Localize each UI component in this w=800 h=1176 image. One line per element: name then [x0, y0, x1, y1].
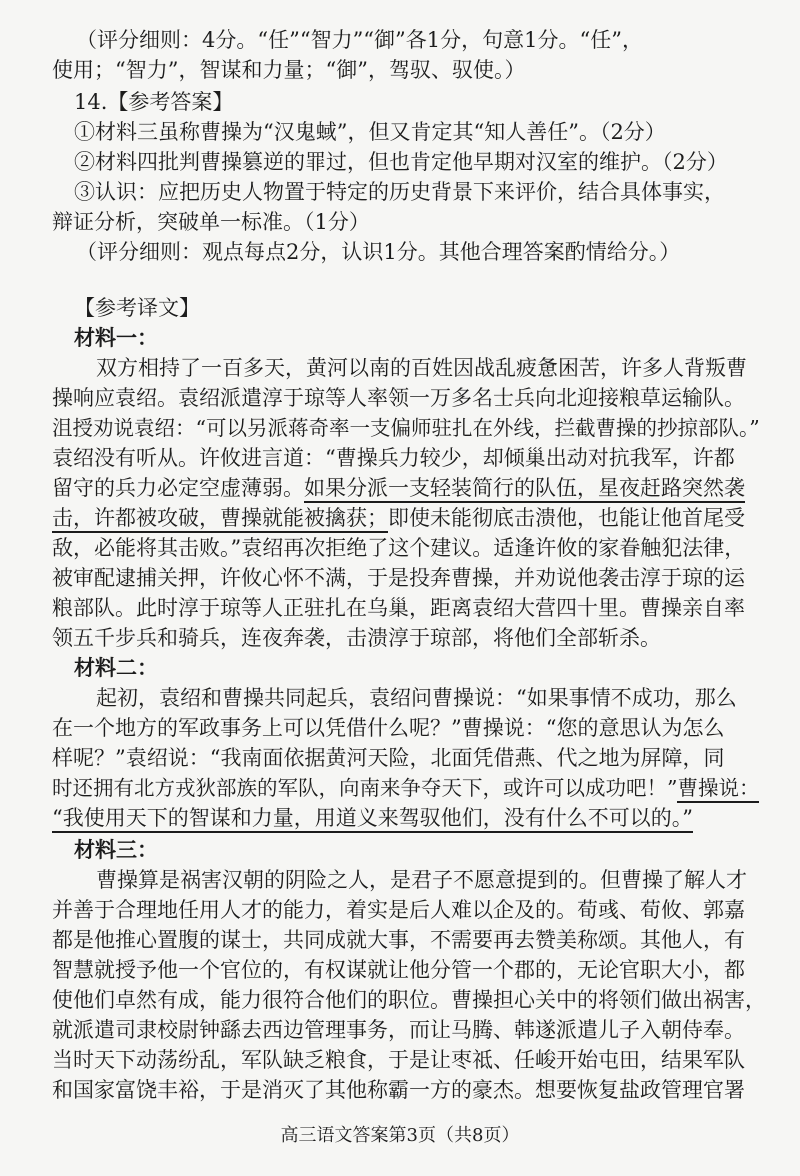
m3-line5: 使他们卓然有成，能力很符合他们的职位。曹操担心关中的将领们做出祸害， — [52, 988, 766, 1012]
q14-answer1: ①材料三虽称曹操为“汉鬼蜮”，但又肯定其“知人善任”。（2分） — [74, 120, 666, 144]
m1-line2: 操响应袁绍。袁绍派遣淳于琼等人率领一万多名士兵向北迎接粮草运输队。 — [52, 386, 745, 410]
q13-scoring-line1: （评分细则：4分。“任”“智力”“御”各1分，句意1分。“任”， — [76, 28, 643, 52]
m3-line1: 曹操算是祸害汉朝的阴险之人，是君子不愿意提到的。但曹操了解人才 — [96, 868, 747, 892]
m1-line10: 领五千步兵和骑兵，连夜奔袭，击溃淳于琼部，将他们全部斩杀。 — [52, 626, 661, 650]
q14-answer3-line2: 辩证分析，突破单一标准。（1分） — [52, 210, 370, 234]
m1-line8: 被审配逮捕关押，许攸心怀不满，于是投奔曹操，并劝说他袭击淳于琼的运 — [52, 566, 745, 590]
m2-line4-underlined: 曹操说： — [677, 776, 759, 803]
m3-line6: 就派遣司隶校尉钟繇去西边管理事务，而让马腾、韩遂派遣儿子入朝侍奉。 — [52, 1018, 745, 1042]
m1-line4: 袁绍没有听从。许攸进言道：“曹操兵力较少，却倾巢出动对抗我军，许都 — [52, 446, 735, 470]
m1-line5-plain: 留守的兵力必定空虚薄弱。 — [52, 476, 304, 500]
material-two-heading: 材料二： — [74, 656, 158, 680]
m2-line1: 起初，袁绍和曹操共同起兵，袁绍问曹操说：“如果事情不成功，那么 — [96, 686, 737, 710]
m2-line2: 在一个地方的军政事务上可以凭借什么呢？”曹操说：“您的意思认为怎么 — [52, 716, 725, 740]
m3-line8: 和国家富饶丰裕，于是消灭了其他称霸一方的豪杰。想要恢复盐政管理官署 — [52, 1078, 745, 1102]
m1-line9: 粮部队。此时淳于琼等人正驻扎在乌巢，距离袁绍大营四十里。曹操亲自率 — [52, 596, 745, 620]
material-three-heading: 材料三： — [74, 838, 158, 862]
m1-line3: 沮授劝说袁绍：“可以另派蒋奇率一支偏师驻扎在外线，拦截曹操的抄掠部队。” — [52, 416, 760, 440]
m1-line5-underlined: 如果分派一支轻装简行的队伍，星夜赶路突然袭 — [304, 476, 745, 503]
m1-line6-underlined: 击，许都被攻破，曹操就能被擒获； — [52, 506, 388, 533]
page-footer: 高三语文答案第3页（共8页） — [280, 1125, 520, 1146]
m1-line6-plain: 即使未能彻底击溃他，也能让他首尾受 — [388, 506, 745, 530]
material-one-heading: 材料一： — [74, 326, 158, 350]
q14-answer2: ②材料四批判曹操篡逆的罪过，但也肯定他早期对汉室的维护。（2分） — [74, 150, 728, 174]
m2-line3: 样呢？”袁绍说：“我南面依据黄河天险，北面凭借燕、代之地为屏障，同 — [52, 746, 725, 770]
q14-answer3-line1: ③认识：应把历史人物置于特定的历史背景下来评价，结合具体事实， — [74, 180, 725, 204]
m1-line6 — [52, 504, 745, 532]
m3-line4: 智慧就授予他一个官位的，有权谋就让他分管一个郡的，无论官职大小，都 — [52, 958, 745, 982]
m2-line5 — [52, 804, 693, 832]
m1-line5 — [52, 474, 745, 502]
m2-line4 — [52, 774, 759, 802]
translation-title: 【参考译文】 — [74, 296, 200, 320]
m1-line1: 双方相持了一百多天，黄河以南的百姓因战乱疲惫困苦，许多人背叛曹 — [96, 356, 747, 380]
m3-line7: 当时天下动荡纷乱，军队缺乏粮食，于是让枣祗、任峻开始屯田，结果军队 — [52, 1048, 745, 1072]
m2-line5-underlined: “我使用天下的智谋和力量，用道义来驾驭他们，没有什么不可以的。” — [52, 806, 693, 833]
q14-scoring: （评分细则：观点每点2分，认识1分。其他合理答案酌情给分。） — [76, 240, 681, 264]
q14-title: 14.【参考答案】 — [74, 90, 234, 114]
m3-line2: 并善于合理地任用人才的能力，着实是后人难以企及的。荀彧、荀攸、郭嘉 — [52, 898, 745, 922]
m2-line4-plain: 时还拥有北方戎狄部族的军队，向南来争夺天下，或许可以成功吧！” — [52, 776, 678, 800]
m1-line7: 敌，必能将其击败。”袁绍再次拒绝了这个建议。适逢许攸的家眷触犯法律， — [52, 536, 746, 560]
m3-line3: 都是他推心置腹的谋士，共同成就大事，不需要再去赞美称颂。其他人，有 — [52, 928, 745, 952]
q13-scoring-line2: 使用；“智力”，智谋和力量；“御”，驾驭、驭使。） — [52, 58, 526, 82]
